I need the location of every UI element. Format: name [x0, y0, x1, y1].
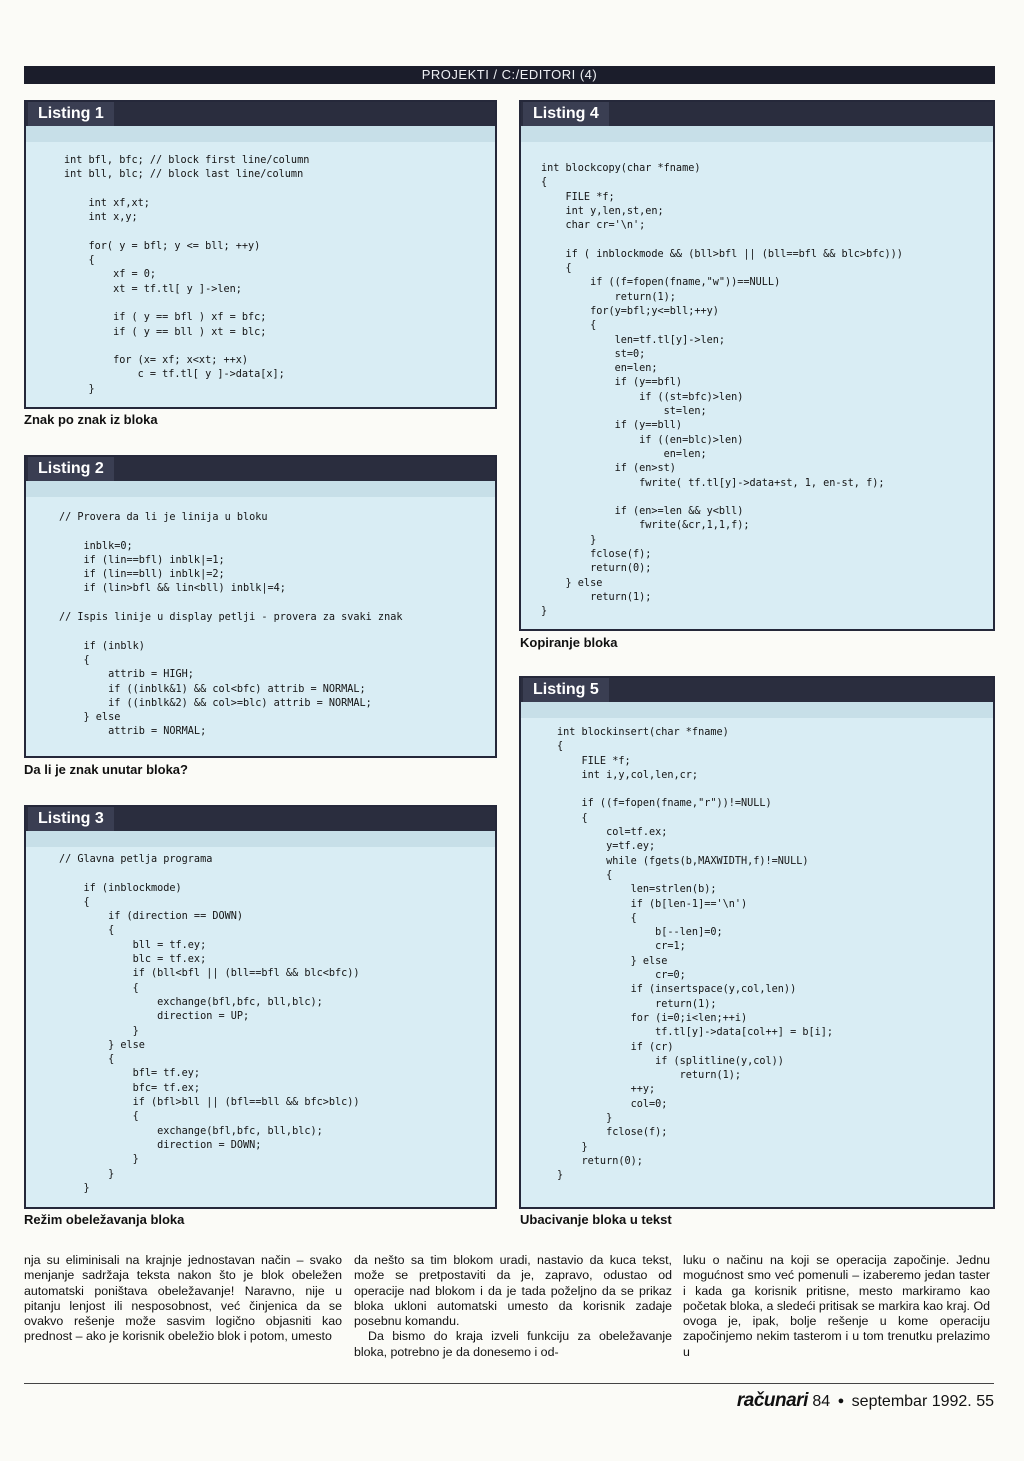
body-column-2-para-2: Da bismo do kraja izveli funkciju za obeležavanje bloka, potrebno je da donesemo i od-	[354, 1329, 672, 1359]
listing-4-label: Listing 4	[523, 102, 609, 126]
listing-1-caption: Znak po znak iz bloka	[24, 412, 158, 427]
listing-5-box	[519, 676, 995, 1209]
body-column-1: nja su eliminisali na krajnje jednostavan način – svako menjanje sadržaja teksta nakon što je blok obeležen automatski poništava obeležavanje! Naravno, nije u pitanju lenjost ili nesposobnost, već činjenica da se ovakvo rešenje može sasvim logično objasniti kao prednost – ako je korisnik obeležio blok i potom, umesto	[24, 1253, 342, 1344]
body-column-2-para-1: da nešto sa tim blokom uradi, nastavio da kuca tekst, može se pretpostaviti da je, zapravo, odustao od operacije nad blokom i da je tada poželjno da se prikaz bloka ukloni automatski umesto da korisnik zadaje posebnu komandu.	[354, 1253, 672, 1329]
listing-4-code: int blockcopy(char *fname) { FILE *f; int y,len,st,en; char cr='\n'; if ( inblockmode && (bll>bfl || (bll==bfl && blc>bfc))) { if ((f=fopen(fname,"w"))==NULL) return(1); for(y=bfl;y<=bll;++y) { len=tf.tl[y]->len; st=0; en=len; if (y==bfl) if ((st=bfc)>len) st=len; if (y==bll) if ((en=blc)>len) en=len; if (en>st) fwrite( tf.tl[y]->data+st, 1, en-st, f); if (en>=len && y<bll) fwrite(&cr,1,1,f); } fclose(f); return(0); } else return(1); }	[541, 163, 903, 618]
footer-rule	[24, 1383, 994, 1384]
listing-5-code: int blockinsert(char *fname) { FILE *f; int i,y,col,len,cr; if ((f=fopen(fname,"r"))!=NULL) { col=tf.ex; y=tf.ey; while (fgets(b,MAXWIDTH,f)!=NULL) { len=strlen(b); if (b[len-1]=='\n') { b[--len]=0; cr=1; } else cr=0; if (insertspace(y,col,len)) return(1); for (i=0;i<len;++i) tf.tl[y]->data[col++] = b[i]; if (cr) if (splitline(y,col)) return(1); ++y; col=0; } fclose(f); } return(0); }	[557, 727, 834, 1182]
issue-date: septembar 1992.	[851, 1393, 972, 1410]
listing-1-label: Listing 1	[28, 102, 114, 126]
page-number: 55	[976, 1393, 994, 1410]
listing-3-box	[24, 805, 497, 1209]
body-column-3: luku o načinu na koji se operacija započinje. Jednu mogućnost smo već pomenuli – izaberemo jedan taster i kada ga korisnik pritisne, mesto markiramo kao početak bloka, a sledeći pritisak se markira kao kraj. Od ovoga je, ipak, bolje rešenje u kome operaciju započinjemo nekim tasterom i u tom trenutku prelazimo u	[683, 1253, 990, 1359]
section-header: PROJEKTI / C:/EDITORI (4)	[24, 66, 995, 84]
listing-4-box	[519, 100, 995, 631]
listing-1-box	[24, 100, 497, 409]
magazine-logo: računari	[736, 1390, 808, 1411]
listing-5-caption: Ubacivanje bloka u tekst	[520, 1212, 672, 1227]
listing-2-label: Listing 2	[28, 457, 114, 481]
page-footer: računari 84 ● septembar 1992. 55	[736, 1390, 994, 1411]
listing-2-code: // Provera da li je linija u bloku inblk=0; if (lin==bfl) inblk|=1; if (lin==bll) inblk|=2; if (lin>bfl && lin<bll) inblk|=4; // Ispis linije u display petlji - provera za svaki znak if (inblk) { attrib = HIGH; if ((inblk&1) && col<bfc) attrib = NORMAL; if ((inblk&2) && col>=blc) attrib = NORMAL; } else attrib = NORMAL;	[59, 512, 403, 738]
listing-2-caption: Da li je znak unutar bloka?	[24, 762, 188, 777]
issue-number: 84	[812, 1393, 831, 1410]
listing-3-caption: Režim obeležavanja bloka	[24, 1212, 185, 1227]
listing-5-label: Listing 5	[523, 678, 609, 702]
listing-3-label: Listing 3	[28, 807, 114, 831]
body-column-2	[354, 1253, 672, 1360]
listing-1-code: int bfl, bfc; // block first line/column int bll, blc; // block last line/column int xf,xt; int x,y; for( y = bfl; y <= bll; ++y) { xf = 0; xt = tf.tl[ y ]->len; if ( y == bfl ) xf = bfc; if ( y == bll ) xt = blc; for (x= xf; x<xt; ++x) c = tf.tl[ y ]->data[x]; }	[64, 155, 310, 395]
listing-4-caption: Kopiranje bloka	[520, 635, 618, 650]
listing-3-code: // Glavna petlja programa if (inblockmode) { if (direction == DOWN) { bll = tf.ey; blc = tf.ex; if (bll<bfl || (bll==bfl && blc<bfc)) { exchange(bfl,bfc, bll,blc); direction = UP; } } else { bfl= tf.ey; bfc= tf.ex; if (bfl>bll || (bfl==bll && bfc>blc)) { exchange(bfl,bfc, bll,blc); direction = DOWN; } } }	[59, 854, 360, 1194]
listing-2-box	[24, 455, 497, 758]
